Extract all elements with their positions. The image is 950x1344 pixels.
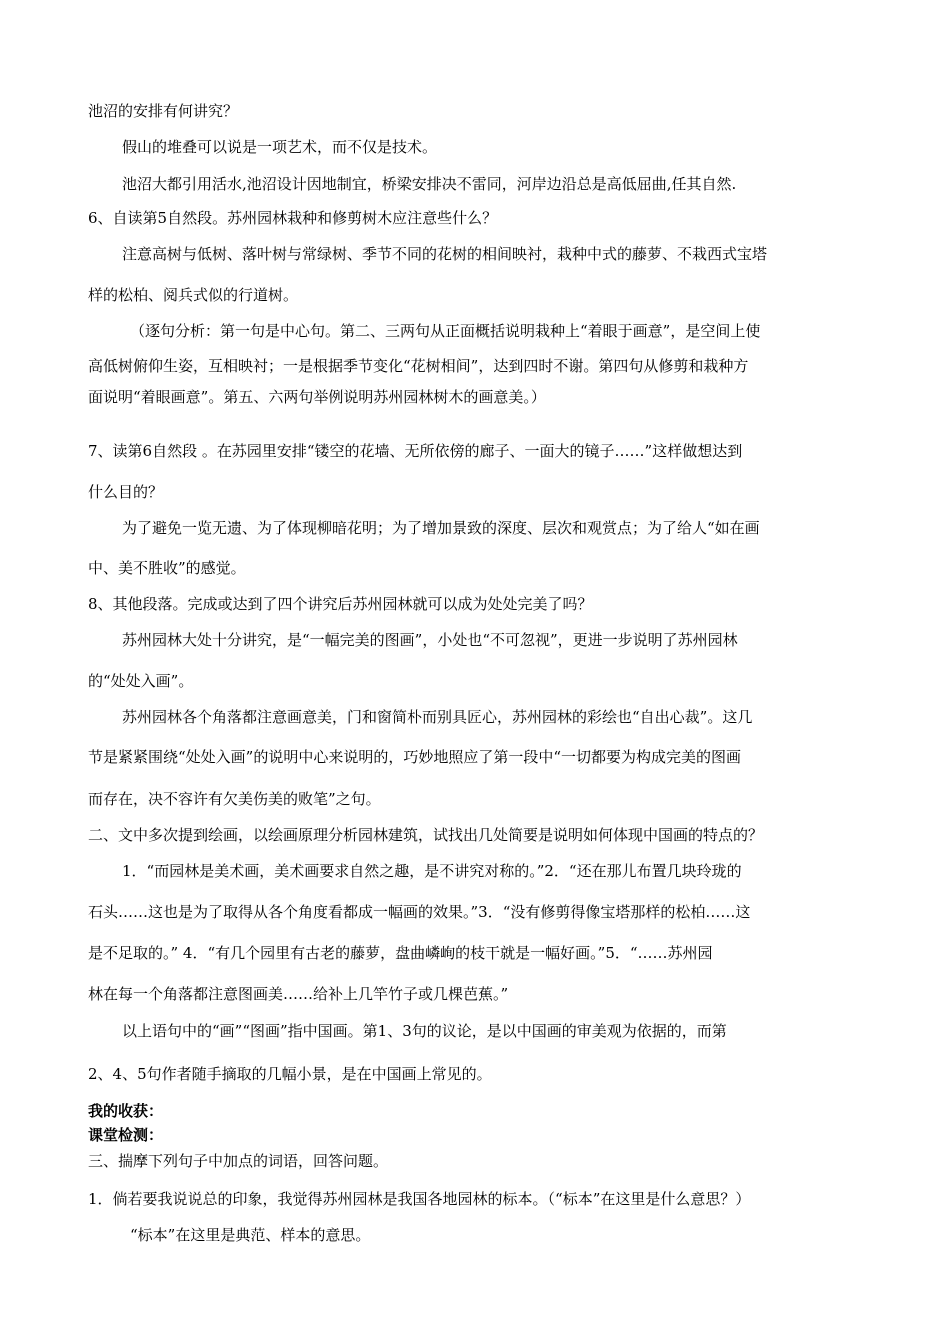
classroom-test-heading: 课堂检测：: [88, 1126, 164, 1144]
text-line: 是不足取的。” 4．“有几个园里有古老的藤萝，盘曲嶙峋的枝干就是一幅好画。”5．“……苏州园: [88, 944, 713, 962]
text-line: 2、4、5句作者随手摘取的几幅小景，是在中国画上常见的。: [88, 1065, 492, 1083]
text-line: 以上语句中的“画”“图画”指中国画。第1、3句的议论，是以中国画的审美观为依据的，而第: [122, 1022, 727, 1040]
text-line: 林在每一个角落都注意图画美……给补上几竿竹子或几棵芭蕉。”: [88, 985, 509, 1003]
text-line: 而存在，决不容许有欠美伤美的败笔”之句。: [88, 790, 381, 808]
text-line: 注意高树与低树、落叶树与常绿树、季节不同的花树的相间映衬，栽种中式的藤萝、不栽西式宝塔: [122, 245, 768, 263]
text-line: 高低树俯仰生姿，互相映衬；一是根据季节变化“花树相间”，达到四时不谢。第四句从修剪和栽种方: [88, 357, 749, 375]
text-line: 池沼大都引用活水,池沼设计因地制宜，桥梁安排决不雷同，河岸边沿总是高低屈曲,任其自然.: [122, 175, 737, 193]
text-line: 1．“而园林是美术画，美术画要求自然之趣，是不讲究对称的。”2．“还在那儿布置几块玲珑的: [122, 862, 742, 880]
section-heading: 三、揣摩下列句子中加点的词语，回答问题。: [88, 1152, 389, 1170]
text-line: 为了避免一览无遗、为了体现柳暗花明；为了增加景致的深度、层次和观赏点；为了给人“如在画: [122, 519, 760, 537]
answer-line: “标本”在这里是典范、样本的意思。: [130, 1226, 371, 1244]
text-line: （逐句分析：第一句是中心句。第二、三两句从正面概括说明栽种上“着眼于画意”，是空间上使: [130, 322, 761, 340]
text-line: 面说明“着眼画意”。第五、六两句举例说明苏州园林树木的画意美。）: [88, 388, 546, 406]
text-line: 样的松柏、阅兵式似的行道树。: [88, 286, 299, 304]
text-line: 什么目的？: [88, 483, 164, 501]
question-heading: 7、读第6自然段 。在苏园里安排“镂空的花墙、无所依傍的廊子、一面大的镜子……”这样做想达到: [88, 442, 743, 460]
section-heading: 二、文中多次提到绘画，以绘画原理分析园林建筑，试找出几处简要是说明如何体现中国画的特点的？: [88, 826, 764, 844]
text-line: 的“处处入画”。: [88, 672, 194, 690]
question-heading: 8、其他段落。完成或达到了四个讲究后苏州园林就可以成为处处完美了吗？: [88, 595, 593, 613]
text-line: 中、美不胜收”的感觉。: [88, 559, 246, 577]
text-line: 节是紧紧围绕“处处入画”的说明中心来说明的，巧妙地照应了第一段中“一切都要为构成完美的图画: [88, 748, 742, 766]
text-line: 池沼的安排有何讲究？: [88, 102, 239, 120]
harvest-heading: 我的收获：: [88, 1102, 164, 1120]
text-line: 石头……这也是为了取得从各个角度看都成一幅画的效果。”3．“没有修剪得像宝塔那样的松柏……这: [88, 903, 751, 921]
question-heading: 6、自读第5自然段。苏州园林栽种和修剪树木应注意些什么？: [88, 209, 498, 227]
text-line: 假山的堆叠可以说是一项艺术，而不仅是技术。: [122, 138, 438, 156]
text-line: 苏州园林各个角落都注意画意美，门和窗简朴而别具匠心，苏州园林的彩绘也“自出心裁”。这几: [122, 708, 753, 726]
question-line: 1．倘若要我说说总的印象，我觉得苏州园林是我国各地园林的标本。（“标本”在这里是什么意思？）: [88, 1190, 751, 1208]
text-line: 苏州园林大处十分讲究，是“一幅完美的图画”，小处也“不可忽视”，更进一步说明了苏州园林: [122, 631, 738, 649]
